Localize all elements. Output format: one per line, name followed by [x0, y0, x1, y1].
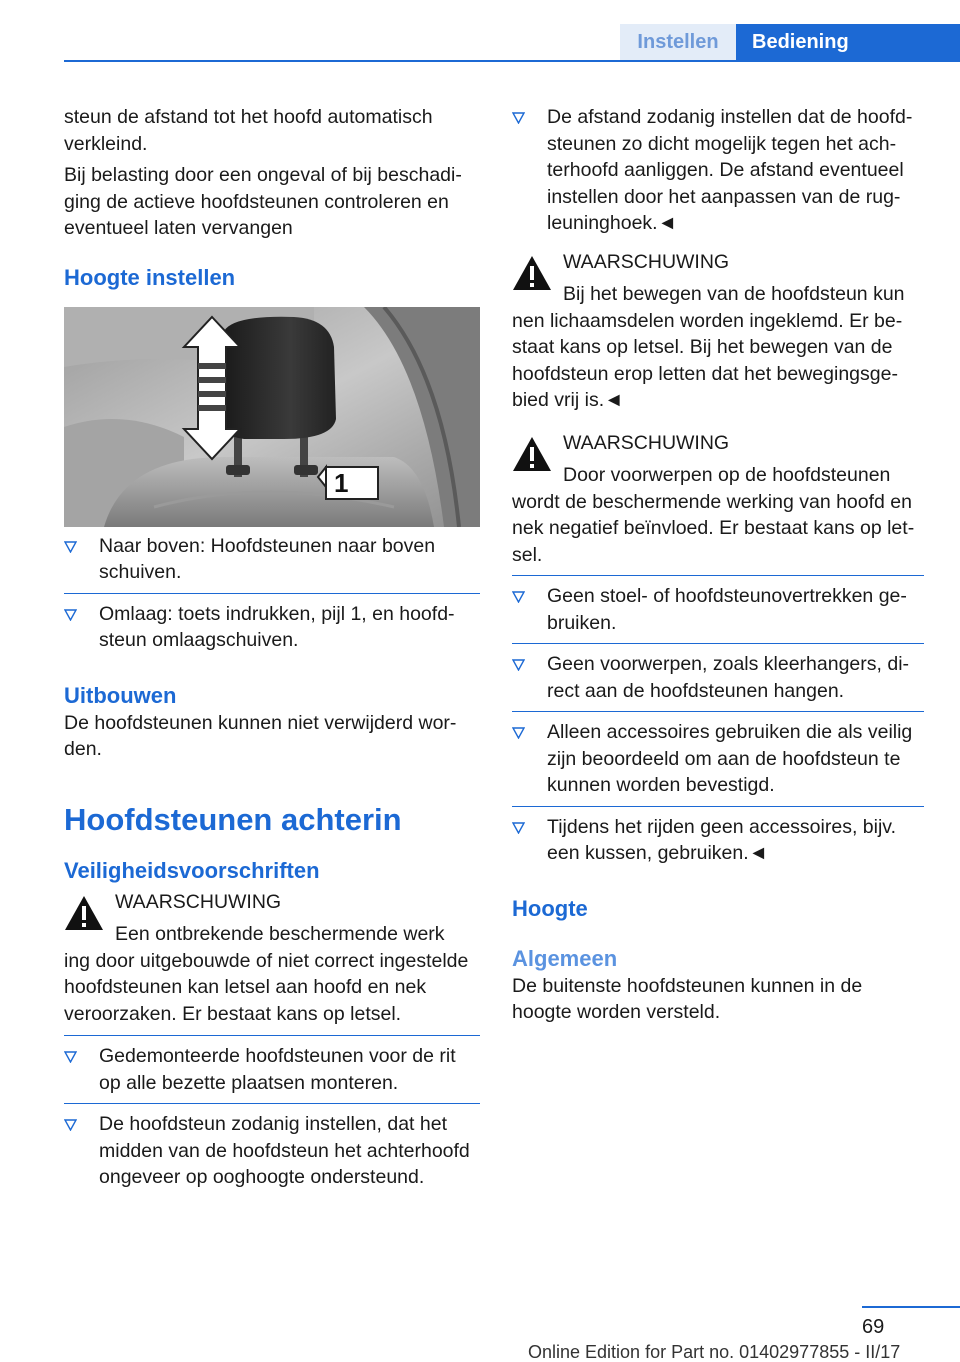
- list-item-text: Geen stoel- of hoofdsteunovertrekken gebruiken.: [547, 585, 907, 634]
- list-item: [512, 651, 924, 704]
- warning-text: nen lichaamsdelen worden ingeklemd. Er bestaat kans op letsel. Bij het bewegen van de hoofdsteun erop letten dat het bewegingsgebied vrij is.◄: [512, 309, 903, 411]
- list-divider: [64, 1103, 480, 1104]
- page-number: 69: [862, 1316, 885, 1338]
- list-item: [64, 1111, 480, 1191]
- warning-triangle-icon: [512, 255, 552, 291]
- list-item-text: Omlaag: toets indrukken, pijl 1, en hoofdsteun omlaagschuiven.: [99, 602, 455, 651]
- warning-text-first-line: Bij het bewegen van de hoofdsteun kun: [563, 283, 905, 305]
- triangle-bullet-icon: [512, 719, 525, 739]
- header-tab-instellen[interactable]: [620, 24, 736, 60]
- warning-text-first-line: Door voorwerpen op de hoofdsteunen: [563, 464, 891, 486]
- list-item-text: De hoofdsteun zodanig instellen, dat het midden van de hoofdsteun het achterhoofd ongeveer op ooghoogte ondersteund.: [99, 1113, 470, 1188]
- list-item-text: Gedemonteerde hoofdsteunen voor de rit op alle bezette plaatsen monteren.: [99, 1045, 456, 1094]
- list-item: [64, 1043, 480, 1096]
- distance-list: [512, 104, 924, 237]
- list-item-text: Alleen accessoires gebruiken die als veilig zijn beoordeeld om aan de hoofdsteun te kunnen worden bevestigd.: [547, 721, 913, 796]
- list-item-text: De afstand zodanig instellen dat de hoofdsteunen zo dicht mogelijk tegen het achterhoofd aanliggen. De afstand eventueel instellen door het aanpassen van de rugleuninghoek.◄: [547, 106, 913, 234]
- triangle-bullet-icon: [512, 583, 525, 603]
- height-adjust-heading: Hoogte instellen: [64, 264, 236, 290]
- triangle-bullet-icon: [64, 601, 77, 621]
- warning-text: ing door uitgebouwde of niet correct ingestelde hoofdsteunen kan letsel aan hoofd en nek veroorzaken. Er bestaat kans op letsel.: [64, 949, 469, 1025]
- triangle-bullet-icon: [512, 814, 525, 834]
- list-divider: [512, 643, 924, 644]
- list-item: [512, 104, 924, 237]
- height-heading: Hoogte: [512, 895, 588, 921]
- list-item: [512, 814, 924, 867]
- list-divider: [512, 575, 924, 576]
- header-tab-instellen-label: Instellen: [637, 30, 719, 53]
- list-item-text: Geen voorwerpen, zoals kleerhangers, direct aan de hoofdsteunen hangen.: [547, 653, 910, 702]
- warning-triangle-icon: [64, 895, 104, 931]
- intro-paragraph-1: steun de afstand tot het hoofd automatisch verkleind.: [64, 106, 433, 155]
- warning-text-first-line: Een ontbrekende beschermende werk: [115, 923, 445, 945]
- headrest-illustration: [64, 307, 480, 527]
- intro-paragraph-2: Bij belasting door een ongeval of bij beschadiging de actieve hoofdsteunen controleren en eventueel laten vervangen: [64, 164, 462, 239]
- warning-triangle-icon: [512, 436, 552, 472]
- general-heading: Algemeen: [512, 945, 618, 971]
- header-rule: [64, 60, 960, 62]
- list-item: [512, 583, 924, 636]
- triangle-bullet-icon: [64, 1111, 77, 1131]
- list-item: [64, 601, 480, 654]
- list-item-text: Tijdens het rijden geen accessoires, bijv. een kussen, gebruiken.◄: [547, 815, 897, 864]
- header-tab-bediening-label: Bediening: [752, 30, 849, 53]
- warning-title: WAARSCHUWING: [115, 890, 282, 913]
- list-item: [512, 719, 924, 799]
- list-divider: [512, 711, 924, 712]
- warning-title: WAARSCHUWING: [563, 250, 730, 273]
- triangle-bullet-icon: [512, 104, 525, 124]
- safety-heading: Veiligheidsvoorschriften: [64, 857, 320, 883]
- figure-label: 1: [334, 467, 349, 498]
- left-column: [64, 104, 480, 1191]
- warning-title: WAARSCHUWING: [563, 431, 730, 454]
- remove-heading: Uitbouwen: [64, 682, 177, 708]
- list-divider: [512, 806, 924, 807]
- edition-note: Online Edition for Part no. 01402977855 - II/17: [528, 1342, 901, 1362]
- safety-list: [64, 1035, 480, 1191]
- triangle-bullet-icon: [64, 533, 77, 553]
- general-paragraph: De buitenste hoofdsteunen kunnen in de hoogte worden versteld.: [512, 974, 863, 1023]
- accessories-list: [512, 575, 924, 867]
- footer-rule: [862, 1306, 960, 1308]
- warning-block-2: [512, 249, 924, 414]
- headrest-photo: [64, 307, 480, 527]
- list-divider: [64, 593, 480, 594]
- triangle-bullet-icon: [64, 1043, 77, 1063]
- height-adjust-list: [64, 533, 480, 654]
- right-column: [512, 104, 924, 1031]
- rear-headrests-heading: Hoofdsteunen achterin: [64, 801, 402, 837]
- triangle-bullet-icon: [512, 651, 525, 671]
- list-item: [64, 533, 480, 586]
- list-item-text: Naar boven: Hoofdsteunen naar boven schuiven.: [99, 534, 436, 583]
- list-divider: [64, 1035, 480, 1036]
- warning-text: wordt de beschermende werking van hoofd en nek negatief beïnvloed. Er bestaat kans op letsel.: [512, 490, 915, 566]
- header-tab-bediening[interactable]: [736, 24, 960, 60]
- warning-block-1: [64, 889, 480, 1028]
- remove-paragraph: De hoofdsteunen kunnen niet verwijderd worden.: [64, 711, 457, 760]
- warning-block-3: [512, 430, 924, 569]
